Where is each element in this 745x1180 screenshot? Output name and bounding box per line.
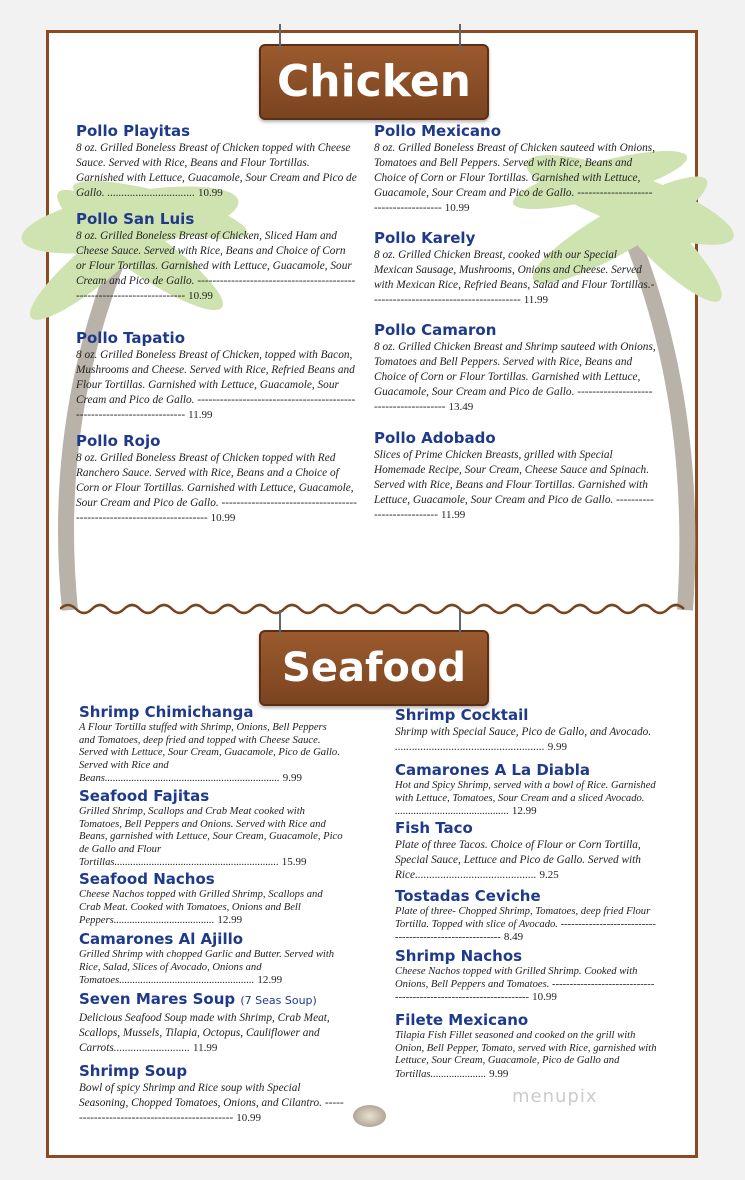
- item-name: Seafood Fajitas: [79, 787, 210, 805]
- item-desc: Delicious Seafood Soup made with Shrimp, Crab Meat, Scallops, Mussels, Tilapia, Octopus, Cauliflower and Carrots...........................: [79, 1012, 330, 1054]
- item-name: Filete Mexicano: [395, 1011, 529, 1029]
- menu-item-pollo-camaron: [374, 321, 656, 415]
- menu-item-seven-mares-soup: [79, 990, 343, 1056]
- item-price: 11.99: [523, 294, 549, 306]
- item-desc: Slices of Prime Chicken Breasts, grilled with Special Homemade Recipe, Sour Cream, Cheese Sauce and Spinach. Served with Rice, Beans and Flour Tortillas. Garnished with Lettuce, Guacamole, Sour Cream and Pico de Gallo. ---------------------------: [374, 449, 654, 521]
- menu-item-pollo-adobado: [374, 429, 656, 523]
- item-desc: Plate of three- Chopped Shrimp, Tomatoes, deep fried Flour Tortilla. Topped with slice of Avocado. ---------------------------------------------------------: [395, 906, 656, 943]
- menu-item-tostadas-ceviche: [395, 887, 657, 945]
- item-desc: Grilled Shrimp with chopped Garlic and Butter. Served with Rice, Salad, Slices of Avocado, Onions and Tomatoes...................................................: [79, 949, 335, 986]
- item-name: Camarones Al Ajillo: [79, 930, 244, 948]
- item-desc: Grilled Shrimp, Scallops and Crab Meat cooked with Tomatoes, Bell Peppers and Onions. Served with Rice and Beans, garnished with Lettuce, Sour Cream, Guacamole, Pico de Gallo and Flour Tortillas..............................................................: [79, 806, 343, 868]
- item-price: 9.25: [539, 869, 559, 881]
- item-price: 9.99: [282, 772, 302, 784]
- item-desc: Cheese Nachos topped with Grilled Shrimp. Cooked with Onions, Bell Peppers and Tomatoes. -------------------------------------------------------------------: [395, 966, 655, 1003]
- menu-item-pollo-karely: [374, 229, 656, 308]
- chicken-section-title: Chicken: [276, 56, 472, 107]
- item-name: Shrimp Soup: [79, 1062, 188, 1080]
- item-name: Pollo Rojo: [76, 432, 161, 450]
- item-desc: 8 oz. Grilled Boneless Breast of Chicken topped with Red Ranchero Sauce. Served with Rice, Beans and a Choice of Corn or Flour Tortillas. Garnished with Lettuce, Guacamole, Sour Cream and Pico de Gallo. -----------------------------------------------------------------------: [76, 452, 357, 524]
- menu-item-fish-taco: [395, 819, 657, 883]
- menu-item-shrimp-cocktail: [395, 706, 657, 755]
- item-price: 13.49: [448, 401, 474, 413]
- item-desc: Tilapia Fish Fillet seasoned and cooked on the grill with Onion, Bell Pepper, Tomato, served with Rice, garnished with Lettuce, Sour Cream, Guacamole, Pico de Gallo and Tortillas.....................: [395, 1030, 657, 1080]
- item-desc: Shrimp with Special Sauce, Pico de Gallo, and Avocado. .....................................................: [395, 726, 652, 753]
- menu-item-pollo-playitas: [76, 122, 358, 201]
- item-price: 12.99: [511, 805, 537, 817]
- menu-item-pollo-rojo: [76, 432, 358, 526]
- item-price: 15.99: [281, 856, 307, 868]
- item-name: Pollo Adobado: [374, 429, 496, 447]
- item-name: Seven Mares Soup: [79, 990, 236, 1008]
- item-desc: Plate of three Tacos. Choice of Flour or Corn Tortilla, Special Sauce, Lettuce and Pico de Gallo. Served with Rice...........................................: [395, 839, 641, 881]
- item-price: 12.99: [257, 974, 283, 986]
- item-desc: Bowl of spicy Shrimp and Rice soup with Special Seasoning, Chopped Tomatoes, Onions, and Cilantro. ----------------------------------------------: [79, 1082, 344, 1124]
- item-name: Shrimp Cocktail: [395, 706, 529, 724]
- item-price: 10.99: [532, 991, 557, 1003]
- menu-item-pollo-tapatio: [76, 329, 358, 423]
- item-name: Pollo San Luis: [76, 210, 195, 228]
- item-name: Camarones A La Diabla: [395, 761, 591, 779]
- item-price: 9.99: [547, 741, 567, 753]
- menu-item-seafood-nachos: [79, 870, 343, 928]
- item-price: 11.99: [440, 509, 466, 521]
- menu-item-pollo-san-luis: [76, 210, 358, 304]
- menu-item-filete-mexicano: [395, 1011, 661, 1081]
- item-price: 11.99: [193, 1042, 218, 1054]
- item-name: Pollo Playitas: [76, 122, 191, 140]
- item-desc: Cheese Nachos topped with Grilled Shrimp, Scallops and Crab Meat. Cooked with Tomatoes, Onions and Bell Peppers......................................: [79, 889, 323, 926]
- item-name: Tostadas Ceviche: [395, 887, 541, 905]
- item-desc: 8 oz. Grilled Boneless Breast of Chicken sauteed with Onions, Tomatoes and Bell Peppers. Served with Rice, Beans and Choice of Corn or Flour Tortillas. Garnished with Lettuce, Guacamole, Sour Cream and Pico de Gallo. --------------------------------------: [374, 142, 656, 214]
- seafood-section-sign: [259, 630, 489, 706]
- item-price: 11.99: [188, 409, 213, 421]
- item-price: 9.99: [489, 1067, 509, 1080]
- item-desc: 8 oz. Grilled Boneless Breast of Chicken topped with Cheese Sauce. Served with Rice, Beans and Flour Tortillas. Garnished with Lettuce, Guacamole, Sour Cream and Pico de Gallo. ...............................: [76, 142, 357, 199]
- item-name: Pollo Camaron: [374, 321, 497, 339]
- item-name: Fish Taco: [395, 819, 473, 837]
- menu-item-pollo-mexicano: [374, 122, 656, 216]
- menu-item-shrimp-nachos: [395, 947, 657, 1005]
- item-name: Seafood Nachos: [79, 870, 215, 888]
- item-desc: 8 oz. Grilled Boneless Breast of Chicken, topped with Bacon, Mushrooms and Cheese. Served with Rice, Refried Beans and Flour Tortillas. Garnished with Lettuce, Guacamole, Sour Cream and Pico de Gallo. -----------------------------------------------------------------------: [76, 349, 356, 421]
- item-price: 10.99: [197, 187, 223, 199]
- seafood-section-title: Seafood: [282, 645, 466, 691]
- item-name: Pollo Mexicano: [374, 122, 502, 140]
- menu-item-camarones-al-ajillo: [79, 930, 343, 988]
- menu-item-shrimp-chimichanga: [79, 703, 343, 786]
- item-name: Shrimp Chimichanga: [79, 703, 254, 721]
- chicken-section-sign: [259, 44, 489, 120]
- item-desc: 8 oz. Grilled Chicken Breast and Shrimp sauteed with Onions, Tomatoes and Bell Peppers. Served with Rice, Beans and Choice of Corn or Flour Tortillas. Garnished with Lettuce, Guacamole, Sour Cream and Pico de Gallo. ---------------------------------------: [374, 341, 656, 413]
- item-name: Pollo Tapatio: [76, 329, 186, 347]
- item-desc: 8 oz. Grilled Boneless Breast of Chicken, Sliced Ham and Cheese Sauce. Served with Rice, Beans and Choice of Corn or Flour Tortillas. Garnished with Lettuce, Guacamole, Sour Cream and Pico de Gallo. -----------------------------------------------------------------------: [76, 230, 356, 302]
- item-desc: Hot and Spicy Shrimp, served with a bowl of Rice. Garnished with Lettuce, Tomatoes, Sour Cream and a sliced Avocado. ...........................................: [395, 780, 656, 817]
- stone-decoration: [353, 1105, 386, 1127]
- section-divider: [60, 602, 685, 616]
- item-subtitle: (7 Seas Soup): [240, 994, 317, 1007]
- menu-item-shrimp-soup: [79, 1062, 347, 1126]
- item-price: 10.99: [444, 202, 470, 214]
- item-desc: 8 oz. Grilled Chicken Breast, cooked with our Special Mexican Sausage, Mushrooms, Onions and Cheese. Served with Mexican Rice, Refried Beans, Salad and Flour Tortillas.----------------------------------------: [374, 249, 655, 306]
- menu-item-camarones-a-la-diabla: [395, 761, 661, 819]
- item-price: 10.99: [236, 1112, 261, 1124]
- item-price: 10.99: [210, 512, 236, 524]
- menupix-watermark: menupix: [512, 1086, 598, 1107]
- item-desc: A Flour Tortilla stuffed with Shrimp, Onions, Bell Peppers and Tomatoes, deep fried and topped with Cheese Sauce. Served with Lettuce, Sour Cream, Guacamole, Pico de Gallo. Served with Rice and Beans..................................................................: [79, 722, 340, 784]
- menu-item-seafood-fajitas: [79, 787, 343, 870]
- item-name: Pollo Karely: [374, 229, 476, 247]
- item-name: Shrimp Nachos: [395, 947, 523, 965]
- item-price: 8.49: [503, 931, 524, 943]
- item-price: 12.99: [217, 914, 243, 926]
- item-price: 10.99: [188, 290, 213, 302]
